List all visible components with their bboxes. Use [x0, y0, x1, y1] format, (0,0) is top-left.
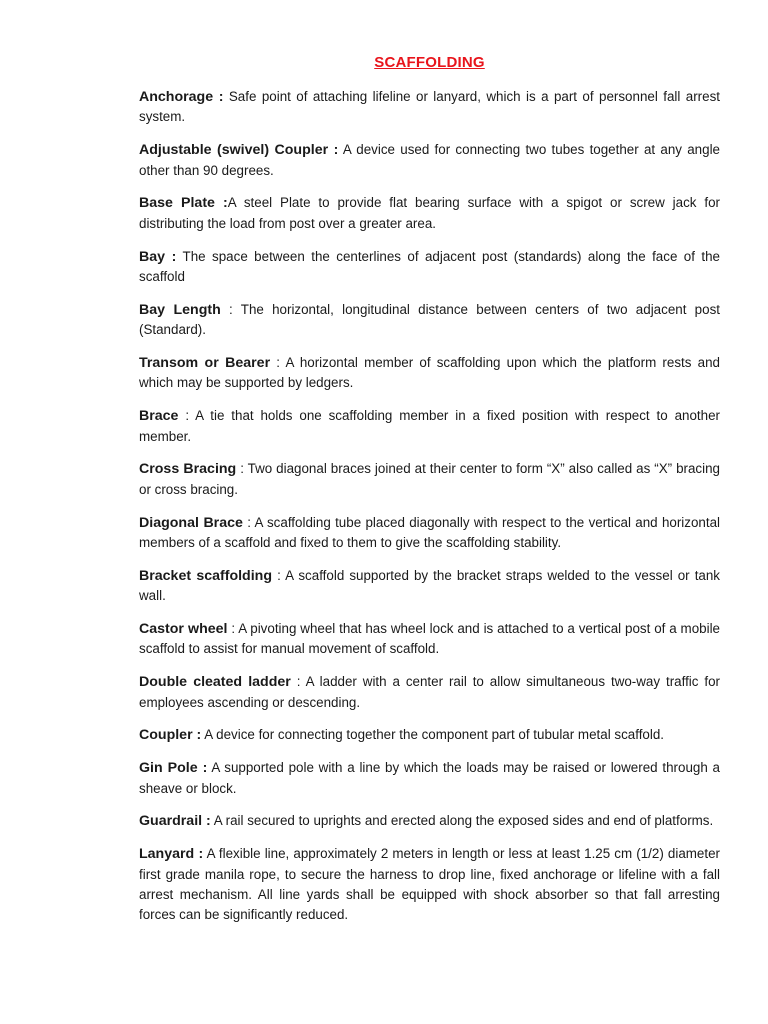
- definition-text: A supported pole with a line by which the loads may be raised or lowered through a sheave or block.: [139, 760, 720, 796]
- definition-entry: [139, 87, 720, 128]
- definition-text: A flexible line, approximately 2 meters in length or less at least 1.25 cm (1/2) diameter first grade manila rope, to secure the harness to drop line, fixed anchorage or lifeline with a fall arrest mechanism. All line yards shall be equipped with shock absorber so that fall arresting forces can be significantly reduced.: [139, 846, 721, 923]
- definition-term: Transom or Bearer: [139, 355, 271, 372]
- definition-term: Adjustable (swivel) Coupler :: [139, 142, 339, 159]
- definition-entry: [139, 672, 720, 713]
- definition-term: Cross Bracing: [139, 461, 237, 478]
- definition-text: The space between the centerlines of adjacent post (standards) along the face of the scaffold: [139, 248, 720, 285]
- definition-term: Bracket scaffolding: [139, 567, 273, 584]
- definition-term: Guardrail :: [139, 813, 211, 830]
- definition-entry: [139, 566, 720, 607]
- definition-text: A device for connecting together the component part of tubular metal scaffold.: [201, 727, 665, 743]
- definition-entry: [139, 140, 720, 181]
- definition-entry: [139, 758, 720, 799]
- definition-term: Coupler :: [139, 727, 202, 744]
- definition-text: : A horizontal member of scaffolding upon which the platform rests and which may be supported by ledgers.: [139, 355, 720, 391]
- definition-term: Brace: [139, 408, 179, 425]
- definition-entry: [139, 193, 720, 234]
- definition-entry: [139, 513, 720, 554]
- definition-entry: [139, 300, 720, 341]
- definition-text: : The horizontal, longitudinal distance between centers of two adjacent post (Standard).: [139, 301, 720, 338]
- definition-entry: [139, 406, 720, 447]
- definition-text: : A scaffolding tube placed diagonally with respect to the vertical and horizontal members of a scaffold and fixed to them to give the scaffolding stability.: [139, 514, 720, 551]
- definition-entry: [139, 725, 720, 745]
- definition-term: Anchorage :: [139, 89, 224, 105]
- definition-term: Castor wheel: [139, 621, 228, 638]
- definition-entry: [139, 619, 720, 660]
- definition-entry: [139, 844, 720, 926]
- definition-text: A steel Plate to provide flat bearing surface with a spigot or screw jack for distributing the load from post over a greater area.: [139, 195, 720, 231]
- definition-term: Gin Pole :: [139, 760, 208, 777]
- definition-term: Lanyard :: [139, 846, 204, 863]
- definition-entry: [139, 811, 720, 831]
- definition-term: Bay Length: [139, 301, 221, 318]
- definition-term: Diagonal Brace: [139, 514, 243, 531]
- definition-text: : A scaffold supported by the bracket straps welded to the vessel or tank wall.: [139, 567, 720, 604]
- definition-term: Bay :: [139, 248, 177, 265]
- definition-entry: [139, 353, 720, 394]
- definition-text: Safe point of attaching lifeline or lanyard, which is a part of personnel fall arrest system.: [139, 89, 720, 125]
- definition-entry: [139, 247, 720, 288]
- definition-text: : A pivoting wheel that has wheel lock and is attached to a vertical post of a mobile scaffold to assist for manual movement of scaffold.: [139, 621, 720, 657]
- definition-text: : Two diagonal braces joined at their center to form “X” also called as “X” bracing or cross bracing.: [139, 461, 720, 497]
- document-page: [139, 54, 720, 938]
- definition-term: Double cleated ladder: [139, 674, 291, 691]
- definition-text: : A tie that holds one scaffolding member in a fixed position with respect to another member.: [139, 408, 720, 444]
- definition-list: [139, 87, 720, 926]
- definition-text: A rail secured to uprights and erected along the exposed sides and end of platforms.: [210, 813, 714, 829]
- definition-text: : A ladder with a center rail to allow simultaneous two-way traffic for employees ascending or descending.: [139, 674, 720, 710]
- page-title: SCAFFOLDING: [374, 54, 485, 71]
- definition-entry: [139, 459, 720, 500]
- definition-text: A device used for connecting two tubes together at any angle other than 90 degrees.: [139, 142, 720, 178]
- definition-term: Base Plate :: [139, 195, 228, 212]
